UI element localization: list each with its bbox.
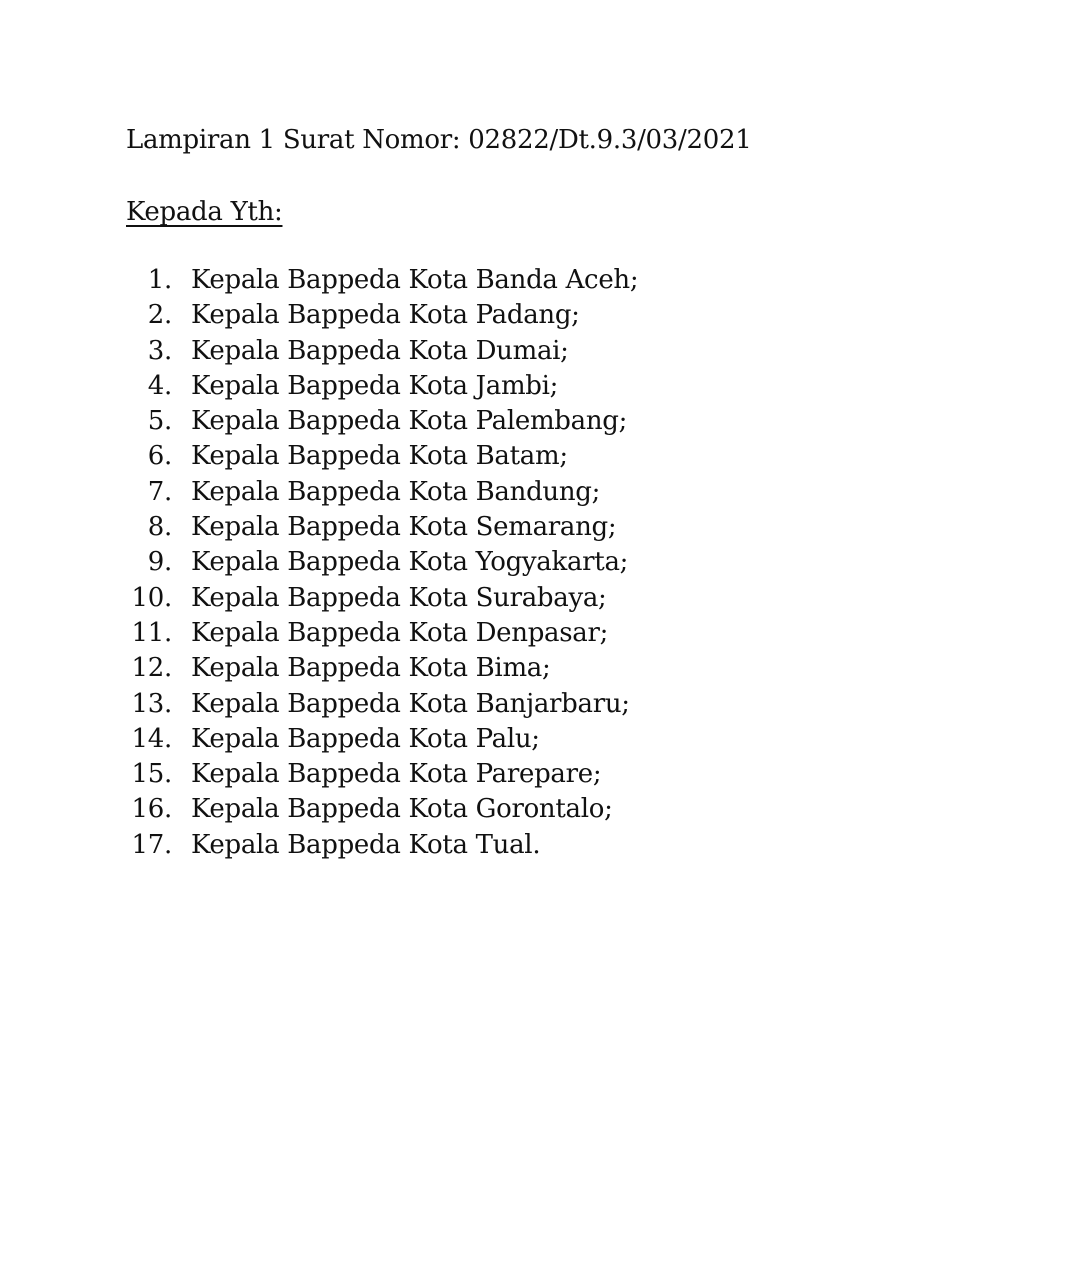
item-number: 15. <box>131 759 172 790</box>
item-text: Kepala Bappeda Kota Jambi; <box>191 370 559 401</box>
item-number: 11. <box>131 617 172 648</box>
item-text: Kepala Bappeda Kota Palu; <box>191 723 540 754</box>
item-text: Kepala Bappeda Kota Palembang; <box>191 406 628 437</box>
item-text: Kepala Bappeda Kota Dumai; <box>191 335 569 366</box>
item-number: 4. <box>147 370 172 401</box>
item-number: 10. <box>131 582 172 613</box>
item-text: Kepala Bappeda Kota Gorontalo; <box>191 794 613 825</box>
item-text: Kepala Bappeda Kota Semarang; <box>191 512 617 543</box>
item-text: Kepala Bappeda Kota Padang; <box>191 300 580 331</box>
item-number: 5. <box>147 406 172 437</box>
recipient-item <box>126 263 638 298</box>
recipient-item <box>126 581 638 616</box>
recipient-item <box>126 616 638 651</box>
recipient-item <box>126 757 638 792</box>
recipient-item <box>126 369 638 404</box>
item-text: Kepala Bappeda Kota Tual. <box>191 829 541 860</box>
item-number: 17. <box>131 829 172 860</box>
item-text: Kepala Bappeda Kota Banjarbaru; <box>191 688 630 719</box>
item-number: 7. <box>147 476 172 507</box>
item-text: Kepala Bappeda Kota Parepare; <box>191 759 602 790</box>
item-number: 3. <box>147 335 172 366</box>
item-text: Kepala Bappeda Kota Bandung; <box>191 476 601 507</box>
recipient-item <box>126 687 638 722</box>
item-text: Kepala Bappeda Kota Denpasar; <box>191 617 609 648</box>
recipient-item <box>126 792 638 827</box>
item-number: 13. <box>131 688 172 719</box>
item-number: 8. <box>147 512 172 543</box>
item-number: 2. <box>147 300 172 331</box>
recipient-item <box>126 334 638 369</box>
item-text: Kepala Bappeda Kota Banda Aceh; <box>191 265 639 295</box>
recipient-item <box>126 510 638 545</box>
recipient-list <box>126 263 638 863</box>
item-number: 9. <box>147 547 172 578</box>
letter-attachment-heading: Lampiran 1 Surat Nomor: 02822/Dt.9.3/03/2021 <box>126 125 752 155</box>
recipient-item <box>126 545 638 580</box>
item-text: Kepala Bappeda Kota Surabaya; <box>191 582 607 613</box>
recipient-item <box>126 298 638 333</box>
item-number: 16. <box>131 794 172 825</box>
item-number: 14. <box>131 723 172 754</box>
recipient-item <box>126 439 638 474</box>
item-text: Kepala Bappeda Kota Yogyakarta; <box>191 547 629 578</box>
item-number: 1. <box>147 265 172 295</box>
recipient-label: Kepada Yth: <box>126 197 283 227</box>
recipient-item <box>126 722 638 757</box>
item-text: Kepala Bappeda Kota Batam; <box>191 441 568 472</box>
item-text: Kepala Bappeda Kota Bima; <box>191 653 551 684</box>
item-number: 12. <box>131 653 172 684</box>
recipient-item <box>126 404 638 439</box>
recipient-item <box>126 475 638 510</box>
recipient-item <box>126 651 638 686</box>
recipient-item <box>126 828 638 863</box>
item-number: 6. <box>147 441 172 472</box>
